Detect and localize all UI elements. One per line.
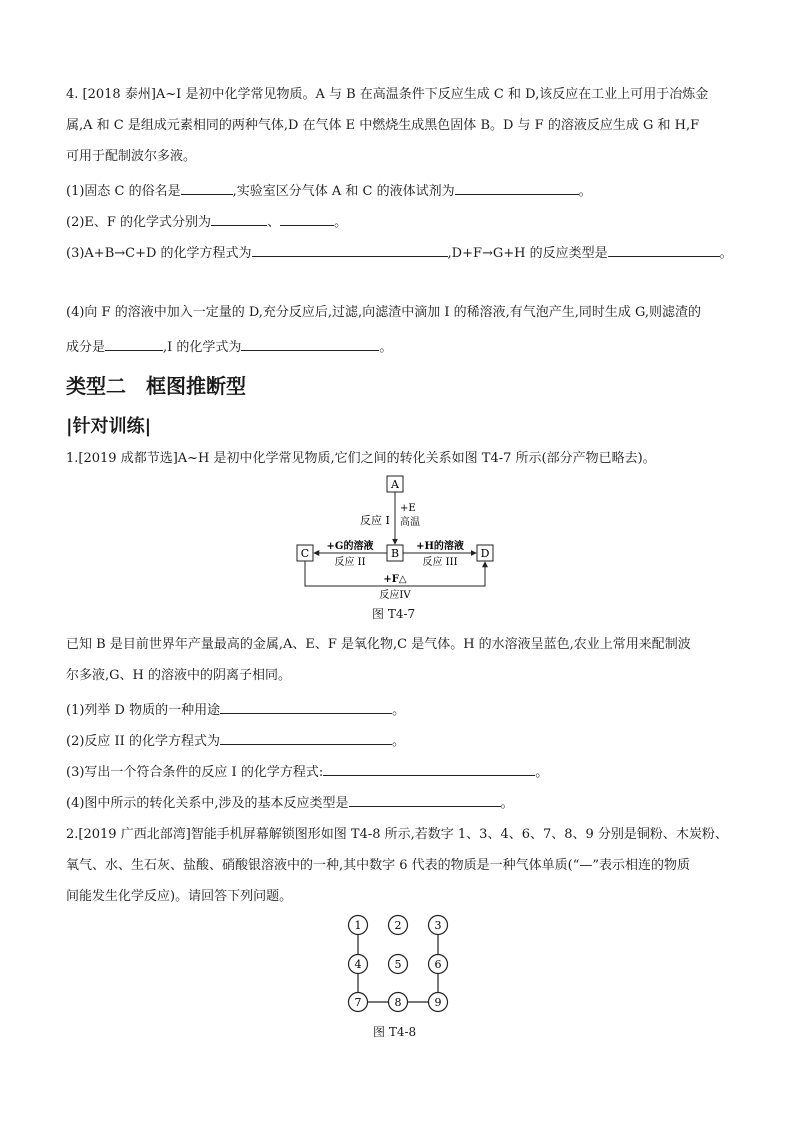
label-plus-e: +E [400, 503, 416, 514]
q1-p1-text-c: 。 [392, 703, 406, 718]
q4-p4-blank-2[interactable] [241, 336, 379, 351]
node-a-label: A [391, 478, 399, 491]
node-b-label: B [390, 547, 400, 560]
label-plus-f: +F△ [383, 574, 407, 585]
digit-7: 7 [354, 996, 362, 1009]
q1-info-line-2: 尔多液,G、H 的溶液中的阴离子相同。 [66, 668, 291, 683]
label-plus-g: +G的溶液 [326, 541, 374, 552]
label-reaction-3: 反应 III [422, 557, 458, 568]
q1-p3-text-a: (3)写出一个符合条件的反应 I 的化学方程式: [66, 765, 324, 780]
q2-stem-line-2: 氧气、水、生石灰、盐酸、硝酸银溶液中的一种,其中数字 6 代表的物质是一种气体单质(“—”表示相连的物质 [66, 858, 691, 873]
digit-5: 5 [394, 958, 402, 971]
q2-stem-line-1: 2.[2019 广西北部湾]智能手机屏幕解锁图形如图 T4-8 所示,若数字 1、3、4、6、7、8、9 分别是铜粉、木炭粉、 [66, 827, 728, 842]
q4-part-4-line-2 [66, 336, 392, 357]
q1-info-line-1: 已知 B 是目前世界年产量最高的金属,A、E、F 是氧化物,C 是气体。H 的水溶液呈蓝色,农业上常用来配制波 [66, 637, 691, 652]
q4-p4-text-b: ,I 的化学式为 [163, 340, 242, 355]
q1-part-4 [66, 792, 514, 813]
q1-intro: 1.[2019 成都节选]A~H 是初中化学常见物质,它们之间的转化关系如图 T4-7 所示(部分产物已略去)。 [66, 451, 656, 466]
caption-t4-8: 图 T4-8 [373, 1025, 417, 1039]
q4-p2-text-b: 、 [267, 215, 281, 230]
q4-p2-blank-1[interactable] [211, 211, 267, 226]
q1-p3-text-c: 。 [535, 765, 549, 780]
diagram-t4-7 [290, 470, 510, 602]
q4-p2-text-c: 。 [334, 215, 348, 230]
q4-part-4-line-1: (4)向 F 的溶液中加入一定量的 D,充分反应后,过滤,向滤渣中滴加 I 的稀溶液,有气泡产生,同时生成 G,则滤渣的 [66, 305, 702, 320]
practice-title: |针对训练| [66, 416, 152, 437]
q4-p1-text-c: 。 [578, 184, 592, 199]
q4-stem-line-2: 属,A 和 C 是组成元素相同的两种气体,D 在气体 E 中燃烧生成黑色固体 B。D 与 F 的溶液反应生成 G 和 H,F [66, 118, 700, 133]
q4-part-2 [66, 211, 347, 232]
q4-stem-line-1: 4. [2018 泰州]A~I 是初中化学常见物质。A 与 B 在高温条件下反应生成 C 和 D,该反应在工业上可用于冶炼金 [66, 87, 709, 102]
q4-part-3 [66, 242, 733, 263]
q4-p1-text-b: ,实验室区分气体 A 和 C 的液体试剂为 [232, 184, 455, 199]
label-reaction-4: 反应IV [379, 590, 411, 601]
q1-p4-text-c: 。 [500, 796, 514, 811]
diagram-t4-8 [340, 910, 455, 1020]
q1-p1-blank[interactable] [220, 699, 392, 714]
digit-6: 6 [434, 958, 442, 971]
q1-p3-blank[interactable] [323, 761, 535, 776]
q4-p4-blank-1[interactable] [105, 336, 163, 351]
node-c-label: C [300, 547, 310, 560]
q4-p4-text-a: 成分是 [66, 340, 106, 355]
q4-p4-text-c: 。 [379, 340, 393, 355]
q1-part-2 [66, 730, 405, 751]
q4-p3-text-c: 。 [719, 246, 733, 261]
q4-stem-line-3: 可用于配制波尔多液。 [66, 149, 197, 164]
label-reaction-2: 反应 II [334, 557, 366, 568]
q4-part-1 [66, 180, 592, 201]
caption-t4-7: 图 T4-7 [372, 607, 416, 621]
q4-p3-text-b: ,D+F→G+H 的反应类型是 [447, 246, 608, 261]
node-d-label: D [480, 547, 490, 560]
digit-9: 9 [434, 996, 442, 1009]
q1-p2-text-c: 。 [391, 734, 405, 749]
q1-p4-blank[interactable] [349, 792, 501, 807]
q4-p1-blank-2[interactable] [455, 180, 579, 195]
digit-1: 1 [354, 919, 362, 932]
digit-4: 4 [354, 958, 362, 971]
q4-p2-blank-2[interactable] [280, 211, 334, 226]
section-title: 类型二 框图推断型 [66, 374, 246, 398]
q4-p1-blank-1[interactable] [181, 180, 233, 195]
q4-p2-text-a: (2)E、F 的化学式分别为 [66, 215, 212, 230]
q4-p3-blank-1[interactable] [252, 242, 448, 257]
q1-part-1 [66, 699, 405, 720]
digit-2: 2 [394, 919, 402, 932]
q1-part-3 [66, 761, 548, 782]
digit-3: 3 [434, 919, 442, 932]
q4-p3-blank-2[interactable] [608, 242, 720, 257]
q4-p3-text-a: (3)A+B→C+D 的化学方程式为 [66, 246, 252, 261]
q2-stem-line-3: 间能发生化学反应)。请回答下列问题。 [66, 889, 293, 904]
q1-p2-blank[interactable] [220, 730, 392, 745]
q1-p2-text-a: (2)反应 II 的化学方程式为 [66, 734, 220, 749]
q4-p1-text-a: (1)固态 C 的俗名是 [66, 184, 181, 199]
digit-8: 8 [394, 996, 402, 1009]
q1-p4-text-a: (4)图中所示的转化关系中,涉及的基本反应类型是 [66, 796, 349, 811]
label-plus-h: +H的溶液 [416, 541, 464, 552]
q1-p1-text-a: (1)列举 D 物质的一种用途 [66, 703, 221, 718]
label-gaowen: 高温 [400, 517, 420, 528]
label-reaction-1: 反应 I [360, 514, 390, 527]
